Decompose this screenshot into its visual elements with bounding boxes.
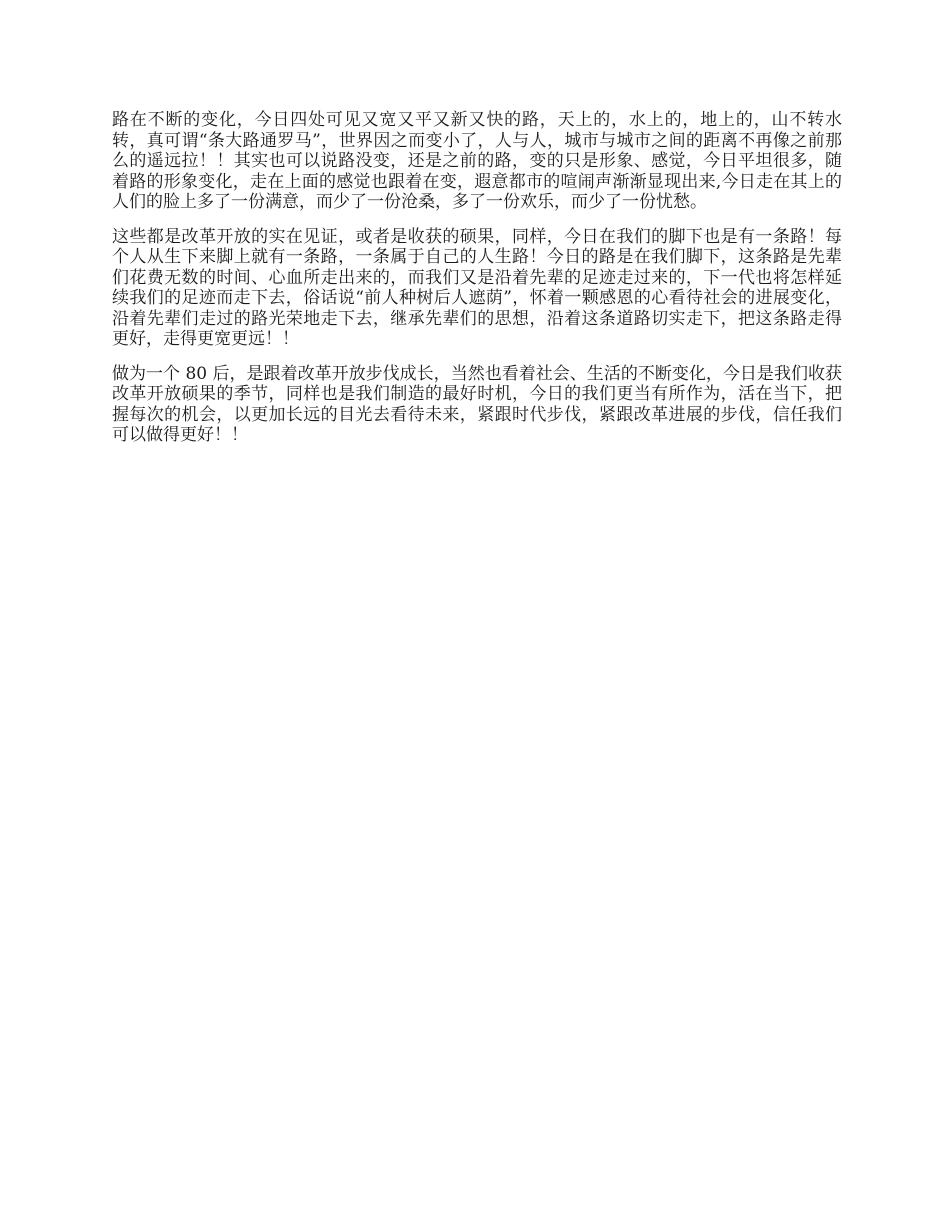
paragraph-1: 路在不断的变化，今日四处可见又宽又平又新又快的路，天上的，水上的，地上的，山不转水转，真可谓“条大路通罗马”，世界因之而变小了，人与人，城市与城市之间的距离不再像之前那么的遥远拉！！其实也可以说路没变，还是之前的路，变的只是形象、感觉，今日平坦很多，随着路的形象变化，走在上面的感觉也跟着在变，遐意都市的喧闹声渐渐显现出来,今日走在其上的人们的脸上多了一份满意，而少了一份沧桑，多了一份欢乐，而少了一份忧愁。	[112, 110, 842, 212]
paragraph-3: 做为一个 80 后，是跟着改革开放步伐成长，当然也看着社会、生活的不断变化，今日是我们收获改革开放硕果的季节，同样也是我们制造的最好时机，今日的我们更当有所作为，活在当下，把握每次的机会，以更加长远的目光去看待未来，紧跟时代步伐，紧跟改革进展的步伐，信任我们可以做得更好！！	[112, 363, 842, 445]
document-body	[112, 110, 842, 460]
paragraph-2: 这些都是改革开放的实在见证，或者是收获的硕果，同样，今日在我们的脚下也是有一条路！每个人从生下来脚上就有一条路，一条属于自己的人生路！今日的路是在我们脚下，这条路是先辈们花费无数的时间、心血所走出来的，而我们又是沿着先辈的足迹走过来的，下一代也将怎样延续我们的足迹而走下去，俗话说“前人种树后人遮荫”，怀着一颗感恩的心看待社会的进展变化，沿着先辈们走过的路光荣地走下去，继承先辈们的思想，沿着这条道路切实走下，把这条路走得更好，走得更宽更远！！	[112, 226, 842, 349]
